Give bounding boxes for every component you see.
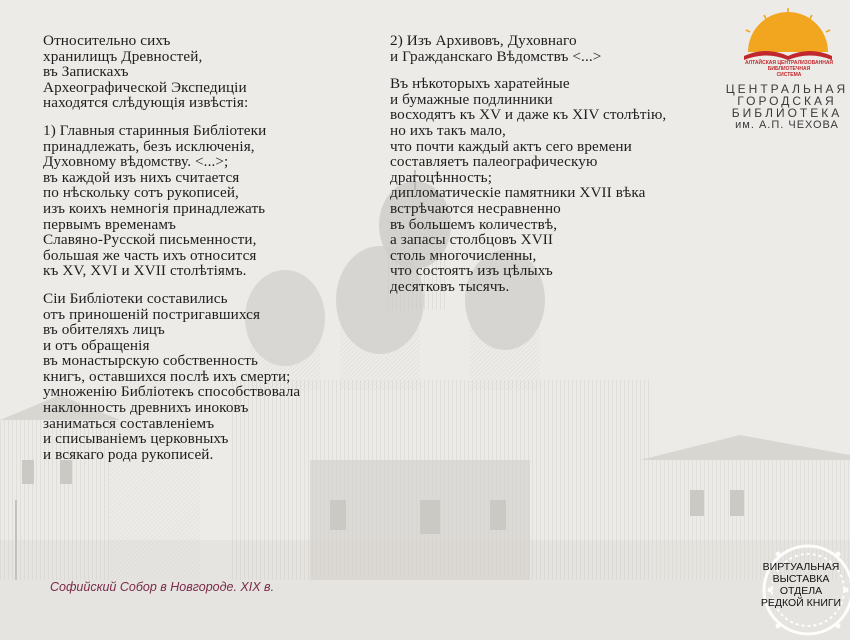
intro-paragraph: Относительно сихъ хранилищъ Древностей, въ Запискахъ Археографической Экспедиціи находятся слѣдующія извѣстія: (43, 32, 249, 112)
point-two-heading: 2) Изъ Архивовъ, Духовнаго и Гражданскаго Вѣдомствъ <...> (390, 32, 602, 65)
exhibit-label-line: ОТДЕЛА (779, 585, 823, 597)
sun-icon (746, 8, 830, 52)
virtual-exhibit-label (752, 561, 850, 609)
right-text-column (390, 33, 666, 307)
exhibit-label-line: ВИРТУАЛЬНАЯ (762, 561, 840, 573)
library-name-line: ГОРОДСКАЯ (737, 94, 837, 108)
libraries-origin-paragraph: Сіи Библіотеки составились отъ приношеній постригавшихся въ обителяхъ лицъ и отъ обращенія въ монастырскую собственность книгъ, оставшихся послѣ ихъ смерти; умноженію Библіотекъ способствовала наклонность древнихъ иноковъ заниматься составленіемъ и списываніемъ церковныхъ и всякаго рода рукописей. (43, 289, 301, 463)
point-two-paragraph: Въ нѣкоторыхъ харатейные и бумажные подлинники восходятъ къ XV и даже къ XIV столѣтію, но ихъ такъ мало, что почти каждый актъ сего времени составляетъ палеографическую драгоцѣнность; дипломатическіе памятники XVII вѣка встрѣчаются несравненно въ большемъ количествѣ, а запасы столбцовъ XVII столь многочисленны, что состоятъ изъ цѣлыхъ десятковъ тысячъ. (390, 75, 667, 295)
library-name-line: ЦЕНТРАЛЬНАЯ (725, 82, 849, 96)
point-one-paragraph: 1) Главныя старинныя Библіотеки принадлежать, безъ исключенія, Духовному вѣдомству. <...>; въ каждой изъ нихъ считается по нѣскольку сотъ рукописей, изъ коихъ немногія принадлежать первымъ временамъ Славяно-Русской письменности, большая же часть ихъ относится къ XV, XVI и XVII столѣтіямъ. (43, 121, 267, 280)
library-logo (734, 6, 842, 62)
library-name-line: БИБЛИОТЕКА (731, 106, 843, 120)
library-name (722, 83, 850, 132)
exhibit-label-line: РЕДКОЙ КНИГИ (760, 597, 842, 609)
image-caption: Софийский Собор в Новгороде. XIX в. (50, 580, 275, 594)
left-text-column (43, 33, 300, 474)
exhibit-label-line: ВЫСТАВКА (772, 573, 830, 585)
logo-system-name: АЛТАЙСКАЯ ЦЕНТРАЛИЗОВАННАЯ БИБЛИОТЕЧНАЯ СИСТЕМА (744, 60, 834, 78)
library-dedication: им. А.П. ЧЕХОВА (735, 119, 839, 131)
open-book-icon (744, 51, 832, 60)
